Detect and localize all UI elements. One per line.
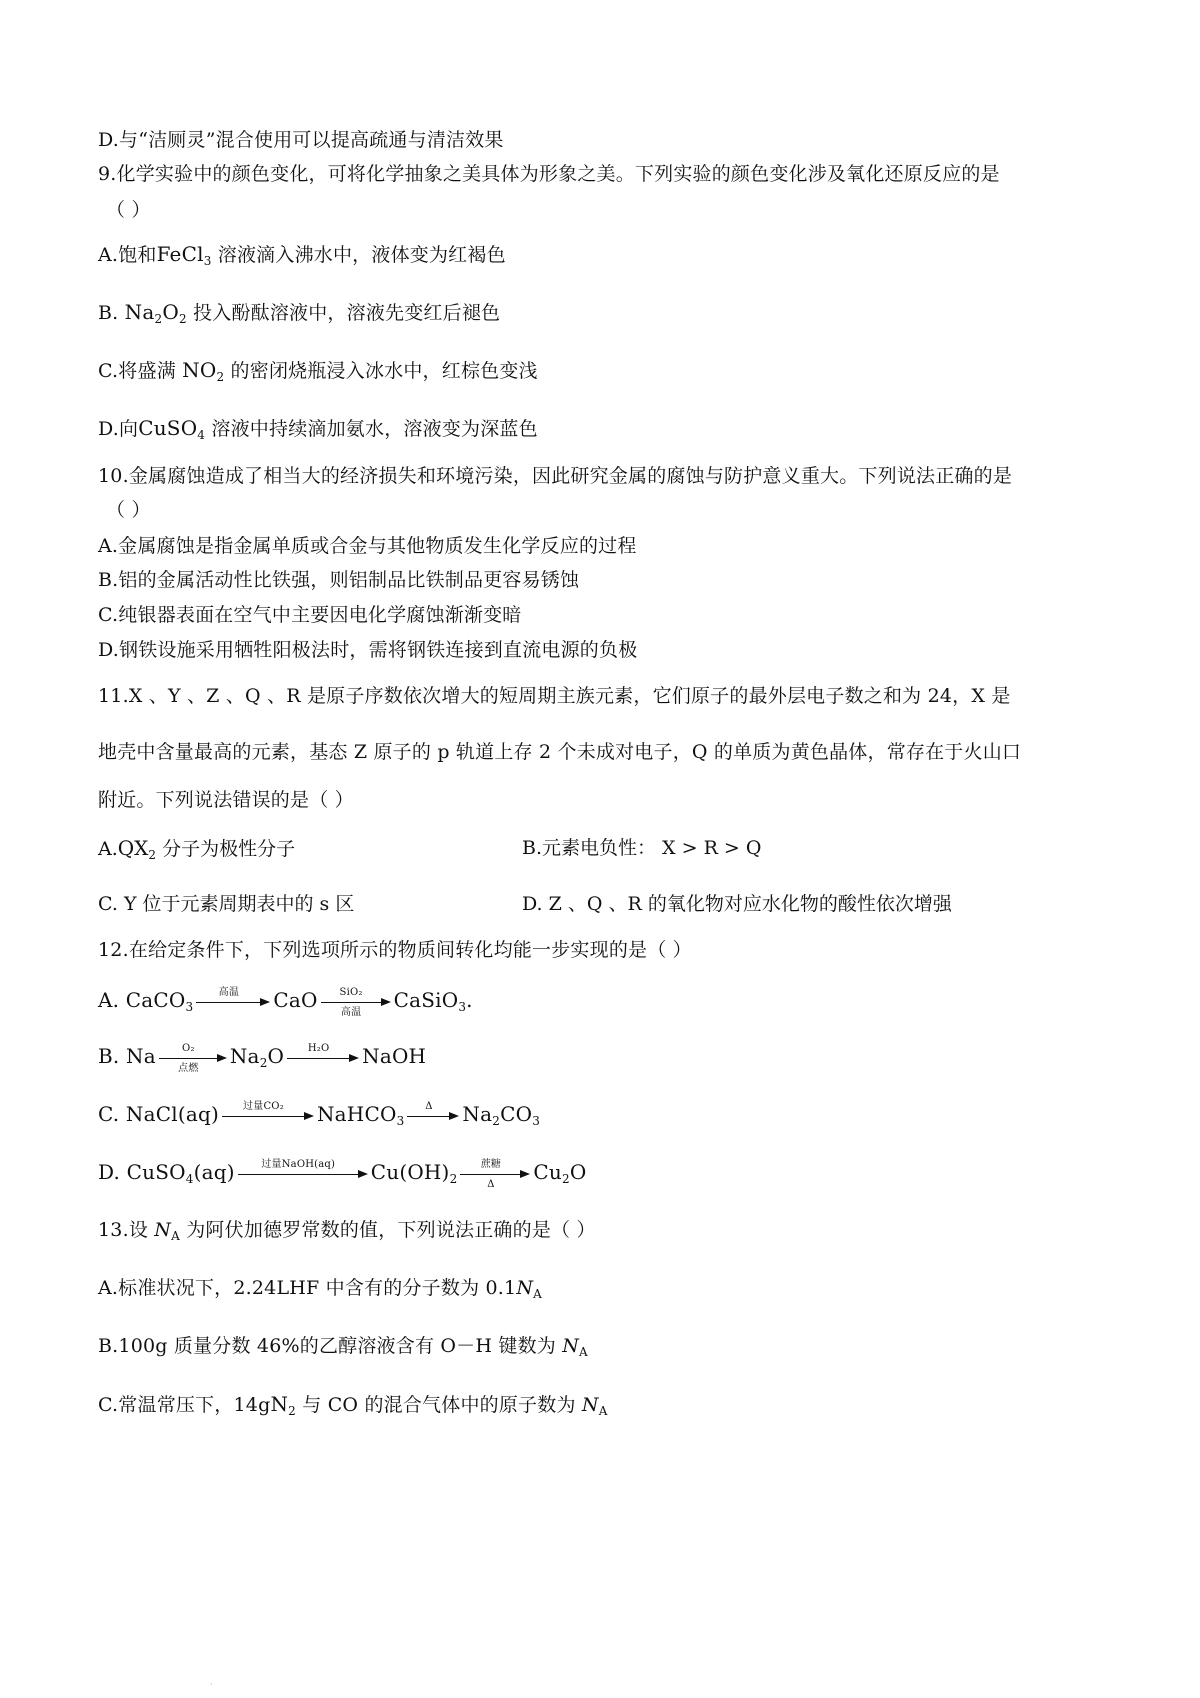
q13-option-c: C.常温常压下，$14gN_2$ 与 CO 的混合气体中的原子数为 $N_A$ bbox=[98, 1392, 608, 1418]
avogadro-symbol: N bbox=[581, 1394, 599, 1416]
q11-option-b: B.元素电负性： X > R > Q bbox=[522, 837, 762, 859]
option-text: 溶液中持续滴加氨水，溶液变为深蓝色 bbox=[211, 418, 538, 440]
q9-option-c bbox=[98, 356, 538, 385]
option-label: A. bbox=[98, 988, 120, 1012]
page-mark: · bbox=[210, 1680, 213, 1689]
q12-option-c bbox=[98, 1100, 540, 1131]
option-label: D.向 bbox=[98, 418, 139, 440]
q12-option-b bbox=[98, 1042, 426, 1073]
q12-option-a bbox=[98, 986, 473, 1017]
q8-option-d: D.与“洁厕灵”混合使用可以提高疏通与清洁效果 bbox=[98, 129, 504, 151]
option-text: 分子为极性分子 bbox=[162, 838, 296, 860]
reaction-arrow: Δ bbox=[407, 1101, 459, 1131]
avogadro-symbol: N bbox=[562, 1335, 580, 1357]
option-label: B. bbox=[98, 302, 119, 324]
avogadro-symbol: N bbox=[154, 1219, 172, 1241]
q12-option-d bbox=[98, 1158, 586, 1189]
product-cu-oh-2: $Cu(OH)_2$ bbox=[370, 1160, 458, 1186]
q9-answer-paren: （ ） bbox=[106, 199, 151, 221]
option-label: D. bbox=[98, 1160, 121, 1184]
q11-option-c: C. Y 位于元素周期表中的 s 区 bbox=[98, 893, 355, 915]
product-nahco3: NaHCO$_3$ bbox=[316, 1102, 405, 1128]
product-na2o: $Na_2O$ bbox=[229, 1044, 285, 1070]
formula-n2: $N_2$ bbox=[270, 1392, 296, 1418]
formula-no2: $NO_2$ bbox=[182, 358, 225, 384]
q12-stem: 12.在给定条件下，下列选项所示的物质间转化均能一步实现的是（ ） bbox=[98, 939, 692, 961]
product-na2co3: $Na_2CO_3$ bbox=[462, 1102, 541, 1128]
q10-option-c: C.纯银器表面在空气中主要因电化学腐蚀渐渐变暗 bbox=[98, 604, 522, 626]
q9-option-b bbox=[98, 298, 500, 327]
q9-stem: 9.化学实验中的颜色变化，可将化学抽象之美具体为形象之美。下列实验的颜色变化涉及氧化还原反应的是 bbox=[98, 163, 1000, 185]
product-naoh: NaOH bbox=[362, 1044, 427, 1068]
q11-option-d: D. Z 、Q 、R 的氧化物对应水化物的酸性依次增强 bbox=[522, 893, 952, 915]
option-label: A.饱和 bbox=[98, 244, 157, 266]
formula-fecl3: FeCl$_3$ bbox=[156, 242, 212, 268]
reaction-arrow: O₂ 点燃 bbox=[159, 1043, 227, 1073]
reactant-nacl-aq: NaCl(aq) bbox=[125, 1102, 219, 1126]
reaction-arrow: H₂O bbox=[287, 1043, 359, 1073]
q10-answer-paren: （ ） bbox=[106, 499, 151, 521]
q11-stem-line1: 11.X 、Y 、Z 、Q 、R 是原子序数依次增大的短周期主族元素，它们原子的最外层电子数之和为 24，X 是 bbox=[98, 685, 1011, 707]
reaction-arrow: 高温 bbox=[196, 987, 270, 1017]
period: . bbox=[466, 988, 473, 1012]
reaction-arrow: SiO₂ 高温 bbox=[321, 987, 391, 1017]
formula-cuso4: CuSO$_4$ bbox=[138, 416, 206, 442]
reaction-arrow: 过量CO₂ bbox=[222, 1101, 314, 1131]
reactant-caco3: CaCO$_3$ bbox=[125, 988, 194, 1014]
product-cu2o: $Cu_2O$ bbox=[533, 1160, 587, 1186]
q13-option-a: A.标准状况下，2.24LHF 中含有的分子数为 $0.1N_A$ bbox=[98, 1277, 543, 1301]
q11-stem-line3: 附近。下列说法错误的是（ ） bbox=[98, 789, 354, 811]
option-text: 的密闭烧瓶浸入冰水中，红棕色变浅 bbox=[230, 360, 538, 382]
product-casio3: CaSiO$_3$ bbox=[393, 988, 467, 1014]
q10-option-b: B.铝的金属活动性比铁强，则铝制品比铁制品更容易锈蚀 bbox=[98, 569, 580, 591]
q13-stem: 13.设 $N_A$ 为阿伏加德罗常数的值，下列说法正确的是（ ） bbox=[98, 1219, 596, 1243]
q10-option-d: D.钢铁设施采用牺牲阳极法时，需将钢铁连接到直流电源的负极 bbox=[98, 639, 638, 661]
q9-option-d bbox=[98, 414, 538, 443]
q11-stem-line2: 地壳中含量最高的元素，基态 Z 原子的 p 轨道上存 2 个未成对电子，Q 的单质为黄色晶体，常存在于火山口 bbox=[98, 741, 1022, 763]
q11-option-a bbox=[98, 834, 295, 863]
option-label: C. bbox=[98, 1102, 120, 1126]
reaction-arrow: 蔗糖 Δ bbox=[460, 1159, 530, 1189]
option-label: A. bbox=[98, 838, 118, 860]
option-text: 溶液滴入沸水中，液体变为红褐色 bbox=[217, 244, 506, 266]
q9-option-a bbox=[98, 240, 506, 269]
option-label: B. bbox=[98, 1044, 120, 1068]
reactant-cuso4-aq: CuSO$_4$(aq) bbox=[126, 1160, 235, 1186]
reactant-na: Na bbox=[126, 1044, 156, 1068]
q10-stem: 10.金属腐蚀造成了相当大的经济损失和环境污染，因此研究金属的腐蚀与防护意义重大。下列说法正确的是 bbox=[98, 465, 1013, 487]
reaction-arrow: 过量NaOH(aq) bbox=[238, 1159, 368, 1189]
option-label: C.将盛满 bbox=[98, 360, 176, 382]
q13-option-b: B.100g 质量分数 46%的乙醇溶液含有 O－H 键数为 $N_A$ bbox=[98, 1335, 588, 1359]
q10-option-a: A.金属腐蚀是指金属单质或合金与其他物质发生化学反应的过程 bbox=[98, 535, 637, 557]
formula-qx2: $QX_2$ bbox=[117, 836, 157, 862]
product-cao: CaO bbox=[273, 988, 318, 1012]
option-text: 投入酚酞溶液中，溶液先变红后褪色 bbox=[193, 302, 501, 324]
avogadro-symbol: N bbox=[516, 1277, 534, 1299]
formula-na2o2: $Na_2O_2$ bbox=[124, 300, 187, 326]
